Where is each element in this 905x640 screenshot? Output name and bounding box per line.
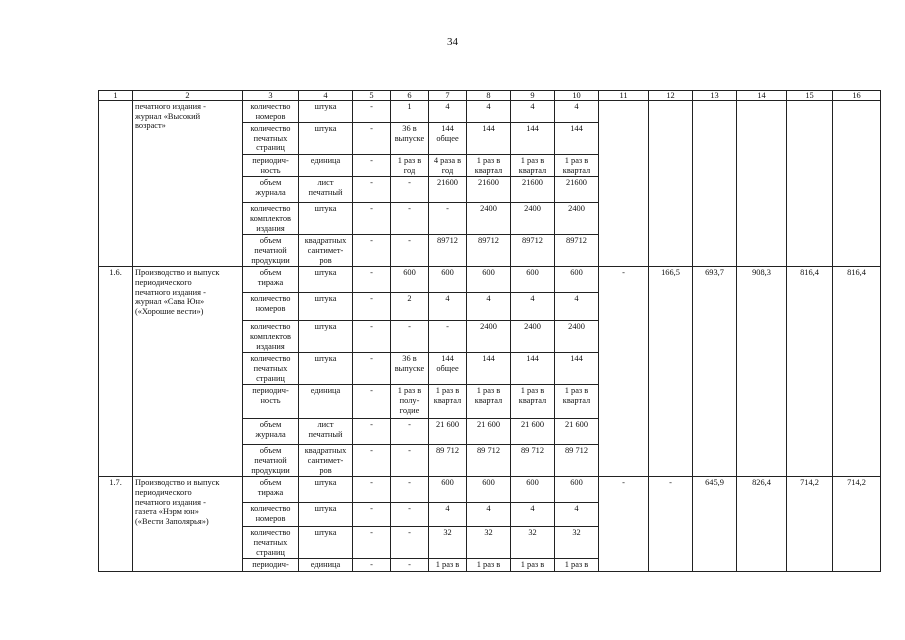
table-body [99,91,881,572]
funding-cell: 645,9 [693,477,737,572]
column-number-cell: 1 [99,91,133,101]
value-cell: 4 [511,503,555,527]
value-cell: 4 [555,293,599,321]
column-number-cell: 16 [833,91,881,101]
value-cell: 1 раз в квартал [511,385,555,419]
funding-cell [693,101,737,267]
value-cell: - [353,385,391,419]
funding-cell: 714,2 [833,477,881,572]
indicator-cell: периодич- [243,559,299,572]
value-cell: - [353,477,391,503]
column-number-cell: 12 [649,91,693,101]
value-cell: 2400 [555,203,599,235]
funding-cell [833,101,881,267]
indicator-cell: объем печатной продукции [243,445,299,477]
indicator-cell: объем тиража [243,267,299,293]
funding-cell: - [649,477,693,572]
unit-cell: квадратных сантимет- ров [299,235,353,267]
indicator-cell: количество номеров [243,503,299,527]
value-cell: 21600 [467,177,511,203]
indicator-cell: периодич- ность [243,385,299,419]
value-cell: 1 раз в квартал [467,385,511,419]
funding-cell: 908,3 [737,267,787,477]
funding-cell [649,101,693,267]
value-cell: - [391,177,429,203]
value-cell: - [391,419,429,445]
indicator-cell: количество комплектов издания [243,203,299,235]
value-cell: 1 раз в квартал [555,155,599,177]
item-number-cell: 1.6. [99,267,133,477]
funding-cell: 816,4 [787,267,833,477]
value-cell: - [353,267,391,293]
column-number-cell: 2 [133,91,243,101]
unit-cell: лист печатный [299,419,353,445]
value-cell: - [353,503,391,527]
unit-cell: лист печатный [299,177,353,203]
value-cell: 2400 [555,321,599,353]
value-cell: - [353,527,391,559]
value-cell: - [353,445,391,477]
unit-cell: штука [299,123,353,155]
unit-cell: штука [299,101,353,123]
value-cell: 21 600 [467,419,511,445]
column-number-cell: 8 [467,91,511,101]
value-cell: 1 раз в [467,559,511,572]
value-cell: 32 [429,527,467,559]
unit-cell: единица [299,559,353,572]
item-number-cell: 1.7. [99,477,133,572]
value-cell: 21 600 [429,419,467,445]
value-cell: 21 600 [555,419,599,445]
table-row [99,477,881,503]
unit-cell: штука [299,503,353,527]
value-cell: 2400 [467,203,511,235]
value-cell: 4 [429,293,467,321]
value-cell: 32 [467,527,511,559]
value-cell: 4 [467,101,511,123]
unit-cell: штука [299,527,353,559]
value-cell: - [391,235,429,267]
value-cell: - [353,419,391,445]
value-cell: - [353,353,391,385]
value-cell: 1 раз в [429,559,467,572]
funding-cell: 826,4 [737,477,787,572]
value-cell: 89712 [429,235,467,267]
value-cell: 144 [467,123,511,155]
indicator-cell: количество номеров [243,293,299,321]
value-cell: 36 в выпуске [391,123,429,155]
table-row [99,267,881,293]
column-number-cell: 14 [737,91,787,101]
indicator-cell: количество печатных страниц [243,527,299,559]
value-cell: 600 [555,477,599,503]
column-number-cell: 10 [555,91,599,101]
item-name-cell: Производство и выпуск периодического печатного издания - журнал «Сава Юн» («Хорошие вести») [133,267,243,477]
value-cell: 600 [429,267,467,293]
value-cell: 144 [511,123,555,155]
funding-cell: 816,4 [833,267,881,477]
value-cell: - [353,155,391,177]
unit-cell: штука [299,477,353,503]
value-cell: 1 раз в квартал [555,385,599,419]
item-name-cell: печатного издания - журнал «Высокий возраст» [133,101,243,267]
funding-cell: 166,5 [649,267,693,477]
value-cell: - [391,527,429,559]
indicator-cell: объем печатной продукции [243,235,299,267]
unit-cell: квадратных сантимет- ров [299,445,353,477]
value-cell: 600 [467,267,511,293]
value-cell: 4 раза в год [429,155,467,177]
indicator-cell: объем журнала [243,177,299,203]
budget-table [98,90,881,572]
value-cell: 89712 [511,235,555,267]
value-cell: 4 [467,293,511,321]
value-cell: 4 [511,101,555,123]
value-cell: - [391,445,429,477]
unit-cell: штука [299,353,353,385]
value-cell: 144 [555,353,599,385]
value-cell: 4 [511,293,555,321]
value-cell: - [353,559,391,572]
value-cell: 144 [555,123,599,155]
value-cell: 32 [511,527,555,559]
page-number: 34 [447,36,458,48]
value-cell: 144 общее [429,353,467,385]
value-cell: 1 раз в квартал [429,385,467,419]
value-cell: 600 [391,267,429,293]
table-row [99,101,881,123]
value-cell: 4 [429,101,467,123]
value-cell: 21600 [511,177,555,203]
value-cell: 21 600 [511,419,555,445]
unit-cell: единица [299,385,353,419]
value-cell: - [429,321,467,353]
unit-cell: единица [299,155,353,177]
value-cell: 89712 [555,235,599,267]
value-cell: 144 общее [429,123,467,155]
value-cell: 600 [511,267,555,293]
value-cell: - [391,503,429,527]
funding-cell [787,101,833,267]
indicator-cell: объем журнала [243,419,299,445]
value-cell: 600 [511,477,555,503]
value-cell: 1 раз в год [391,155,429,177]
unit-cell: штука [299,267,353,293]
item-name-cell: Производство и выпуск периодического печатного издания - газета «Нэрм юн» («Вести Заполярья») [133,477,243,572]
value-cell: - [353,101,391,123]
indicator-cell: количество номеров [243,101,299,123]
value-cell: 144 [511,353,555,385]
unit-cell: штука [299,293,353,321]
value-cell: - [353,203,391,235]
funding-cell: - [599,477,649,572]
value-cell: 89 712 [555,445,599,477]
funding-cell: 693,7 [693,267,737,477]
value-cell: - [391,321,429,353]
value-cell: 21600 [555,177,599,203]
value-cell: 4 [429,503,467,527]
value-cell: 1 раз в полу- годие [391,385,429,419]
funding-cell [737,101,787,267]
column-number-cell: 4 [299,91,353,101]
value-cell: 1 [391,101,429,123]
funding-cell: 714,2 [787,477,833,572]
value-cell: 1 раз в [555,559,599,572]
column-number-row [99,91,881,101]
indicator-cell: периодич- ность [243,155,299,177]
value-cell: 600 [467,477,511,503]
column-number-cell: 3 [243,91,299,101]
value-cell: 600 [555,267,599,293]
indicator-cell: количество печатных страниц [243,353,299,385]
value-cell: - [391,559,429,572]
value-cell: - [353,123,391,155]
unit-cell: штука [299,321,353,353]
value-cell: 32 [555,527,599,559]
value-cell: - [353,321,391,353]
value-cell: 21600 [429,177,467,203]
value-cell: - [391,203,429,235]
value-cell: 4 [555,101,599,123]
funding-cell: - [599,267,649,477]
value-cell: 4 [555,503,599,527]
value-cell: 2 [391,293,429,321]
column-number-cell: 11 [599,91,649,101]
item-number-cell [99,101,133,267]
value-cell: 1 раз в квартал [511,155,555,177]
value-cell: 89 712 [429,445,467,477]
value-cell: 36 в выпуске [391,353,429,385]
value-cell: 144 [467,353,511,385]
column-number-cell: 7 [429,91,467,101]
value-cell: - [353,293,391,321]
value-cell: 89712 [467,235,511,267]
value-cell: 4 [467,503,511,527]
indicator-cell: количество печатных страниц [243,123,299,155]
value-cell: 2400 [467,321,511,353]
value-cell: 1 раз в [511,559,555,572]
value-cell: 89 712 [511,445,555,477]
value-cell: 89 712 [467,445,511,477]
value-cell: 1 раз в квартал [467,155,511,177]
value-cell: - [353,177,391,203]
column-number-cell: 9 [511,91,555,101]
column-number-cell: 13 [693,91,737,101]
indicator-cell: количество комплектов издания [243,321,299,353]
indicator-cell: объем тиража [243,477,299,503]
funding-cell [599,101,649,267]
unit-cell: штука [299,203,353,235]
value-cell: 600 [429,477,467,503]
value-cell: - [429,203,467,235]
column-number-cell: 15 [787,91,833,101]
value-cell: 2400 [511,321,555,353]
column-number-cell: 5 [353,91,391,101]
column-number-cell: 6 [391,91,429,101]
value-cell: - [353,235,391,267]
value-cell: 2400 [511,203,555,235]
value-cell: - [391,477,429,503]
